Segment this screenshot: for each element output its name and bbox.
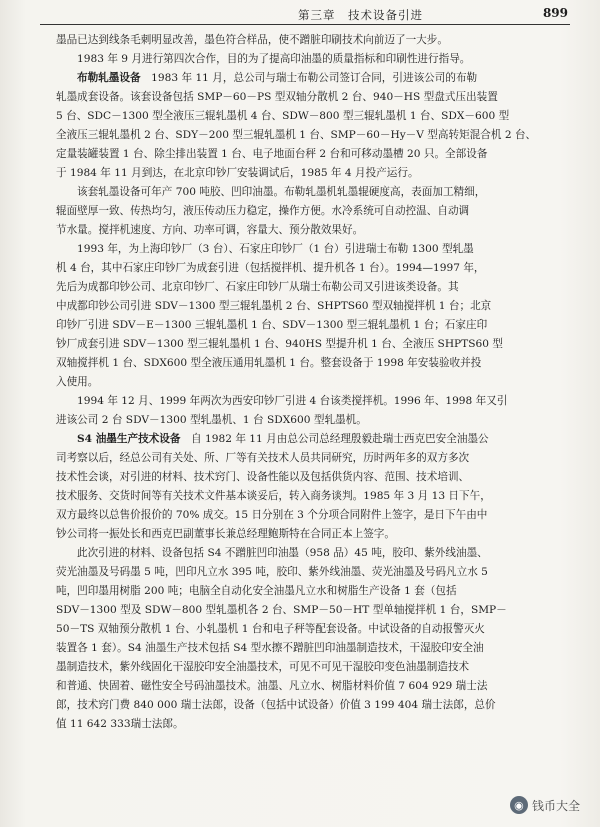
text-line [56,563,582,582]
line-text: 辊面壁厚一致、传热均匀，液压传动压力稳定，操作方便。水冷系统可自动控温、自动调 [56,205,470,217]
text-line [56,50,582,69]
paragraph [56,430,582,544]
line-text: 技术服务、交货时间等有关技术文件基本谈妥后，转入商务谈判。1985 年 3 月 13 日下午， [56,490,491,502]
text-line [56,411,582,430]
line-text: 此次引进的材料、设备包括 S4 不蹭脏凹印油墨（958 品）45 吨，胶印、紫外线油墨、 [77,547,488,559]
line-text: 钞厂成套引进 SDV－1300 型三辊轧墨机 1 台、940HS 型提升机 1 台、全液压 SHPTS60 型 [56,338,503,350]
line-text: 技术性会谈，对引进的材料、技术窍门、设备性能以及包括供货内容、范围、技术培训、 [56,471,470,483]
line-text: 1983 年 11 月，总公司与瑞士布勒公司签订合同，引进该公司的布勒 [140,72,478,84]
text-line [56,487,582,506]
line-text: 节水量。搅拌机速度、方向、功率可调，容量大、预分散效果好。 [56,224,364,236]
text-line [56,69,582,88]
line-text: 入使用。 [56,376,99,388]
line-text: 荧光油墨及号码墨 5 吨，凹印凡立水 395 吨，胶印、紫外线油墨、荧光油墨及号码凡立水 5 [56,566,488,578]
line-text: 1983 年 9 月进行第四次合作，目的为了提高印油墨的质量指标和印刷性进行指导。 [77,53,471,65]
line-text: 双方最终以总售价报价的 70% 成交。15 日分别在 3 个分项合同附件上签字，是日下午由中 [56,509,488,521]
line-text: 1993 年，为上海印钞厂（3 台）、石家庄印钞厂（1 台）引进瑞士布勒 1300 型轧墨 [77,243,474,255]
line-text: 值 11 642 333瑞士法郎。 [56,718,184,730]
text-line [56,88,582,107]
line-text: 吨，凹印墨用树脂 200 吨；电脑全自动化安全油墨凡立水和树脂生产设备 1 套（包括 [56,585,457,597]
text-line [56,107,582,126]
section-heading: 布勒轧墨设备 [77,72,141,84]
text-line [56,715,582,734]
line-text: 5 台、SDC－1300 型全液压三辊轧墨机 4 台、SDW－800 型三辊轧墨机 1 台、SDX－600 型 [56,110,510,122]
line-text: 定量装罐装置 1 台、除尘排出装置 1 台、电子地面台秤 2 台和可移动墨槽 20 只。全部设备 [56,148,488,160]
text-line [56,468,582,487]
line-text: 墨品已达到线条毛刺明显改善，墨色符合样品，使不蹭脏印刷技术向前迈了一大步。 [56,34,448,46]
text-line [56,335,582,354]
line-text: 1994 年 12 月、1999 年两次为西安印钞厂引进 4 台该类搅拌机。1996 年、1998 年又引 [77,395,508,407]
paragraph [56,69,582,183]
text-line [56,202,582,221]
line-text: 郎，技术窍门费 840 000 瑞士法郎，设备（包括中试设备）价值 3 199 404 瑞士法郎，总价 [56,699,496,711]
paragraph [56,392,582,430]
text-line [56,430,582,449]
text-line [56,354,582,373]
body-text [56,31,582,734]
text-line [56,316,582,335]
paragraph [56,183,582,240]
line-text: 墨制造技术，紫外线固化干湿胶印安全油墨技术，可见不可见干湿胶印变色油墨制造技术 [56,661,470,673]
text-line [56,31,582,50]
running-header [40,6,570,25]
text-line [56,544,582,563]
line-text: 轧墨成套设备。该套设备包括 SMP－60－PS 型双轴分散机 2 台、940－HS 型盘式压出装置 [56,91,498,103]
text-line [56,392,582,411]
paragraph [56,240,582,392]
text-line [56,506,582,525]
text-line [56,620,582,639]
section-heading: S4 油墨生产技术设备 [77,433,181,445]
text-line [56,145,582,164]
text-line [56,259,582,278]
line-text: 于 1984 年 11 月到达，在北京印钞厂安装调试后，1985 年 4 月投产运行。 [56,167,419,179]
page-number: 899 [542,6,568,20]
text-line [56,677,582,696]
text-line [56,240,582,259]
paragraph [56,31,582,50]
text-line [56,449,582,468]
watermark [510,795,580,815]
text-line [56,658,582,677]
text-line [56,221,582,240]
line-text: 钞公司将一振处长和西克巴副董事长兼总经理鲍斯特在合同正本上签字。 [56,528,395,540]
line-text: 该套轧墨设备可年产 700 吨胶、凹印油墨。布勒轧墨机轧墨辊硬度高，表面加工精细， [77,186,486,198]
line-text: 先后为成都印钞公司、北京印钞厂、石家庄印钞厂从瑞士布勒公司又引进该类设备。其 [56,281,459,293]
text-line [56,525,582,544]
line-text: 50－TS 双轴预分散机 1 台、小轧墨机 1 台和电子秤等配套设备。中试设备的自动报警灭火 [56,623,485,635]
line-text: 和普通、快固着、磁性安全号码油墨技术。油墨、凡立水、树脂材料价值 7 604 929 瑞士法 [56,680,488,692]
wechat-channel-icon: ◉ [510,796,528,814]
text-line [56,639,582,658]
line-text: 中成都印钞公司引进 SDV－1300 型三辊轧墨机 2 台、SHPTS60 型双轴搅拌机 1 台；北京 [56,300,492,312]
line-text: 装置各 1 套）。S4 油墨生产技术包括 S4 型水擦不蹭脏凹印油墨制造技术，干湿胶印安全油 [56,642,484,654]
line-text: 自 1982 年 11 月由总公司总经理殷毅赴瑞士西克巴安全油墨公 [180,433,489,445]
line-text: 全液压三辊轧墨机 2 台、SDY－200 型三辊轧墨机 1 台、SMP－60－Hy－V 型高转矩混合机 2 台、 [56,129,537,141]
text-line [56,373,582,392]
line-text: 双轴搅拌机 1 台、SDX600 型全液压通用轧墨机 1 台。整套设备于 1998 年安装验收并投 [56,357,482,369]
line-text: 机 4 台，其中石家庄印钞厂为成套引进（包括搅拌机、提升机各 1 台）。1994—1997 年， [56,262,485,274]
text-line [56,297,582,316]
text-line [56,164,582,183]
text-line [56,601,582,620]
watermark-text: 钱币大全 [531,798,580,813]
text-line [56,278,582,297]
line-text: 司考察以后，经总公司有关处、所、厂等有关技术人员共同研究，历时两年多的双方多次 [56,452,470,464]
paragraph [56,544,582,734]
line-text: SDV－1300 型及 SDW－800 型轧墨机各 2 台、SMP－50－HT 型单轴搅拌机 1 台，SMP－ [56,604,507,616]
text-line [56,582,582,601]
chapter-title: 第三章 技术设备引进 [298,8,423,22]
paragraph [56,50,582,69]
text-line [56,696,582,715]
line-text: 进该公司 2 台 SDV－1300 型轧墨机、1 台 SDX600 型轧墨机。 [56,414,367,426]
text-line [56,183,582,202]
text-line [56,126,582,145]
line-text: 印钞厂引进 SDV－E－1300 三辊轧墨机 1 台、SDV－1300 型三辊轧墨机 1 台；石家庄印 [56,319,488,331]
